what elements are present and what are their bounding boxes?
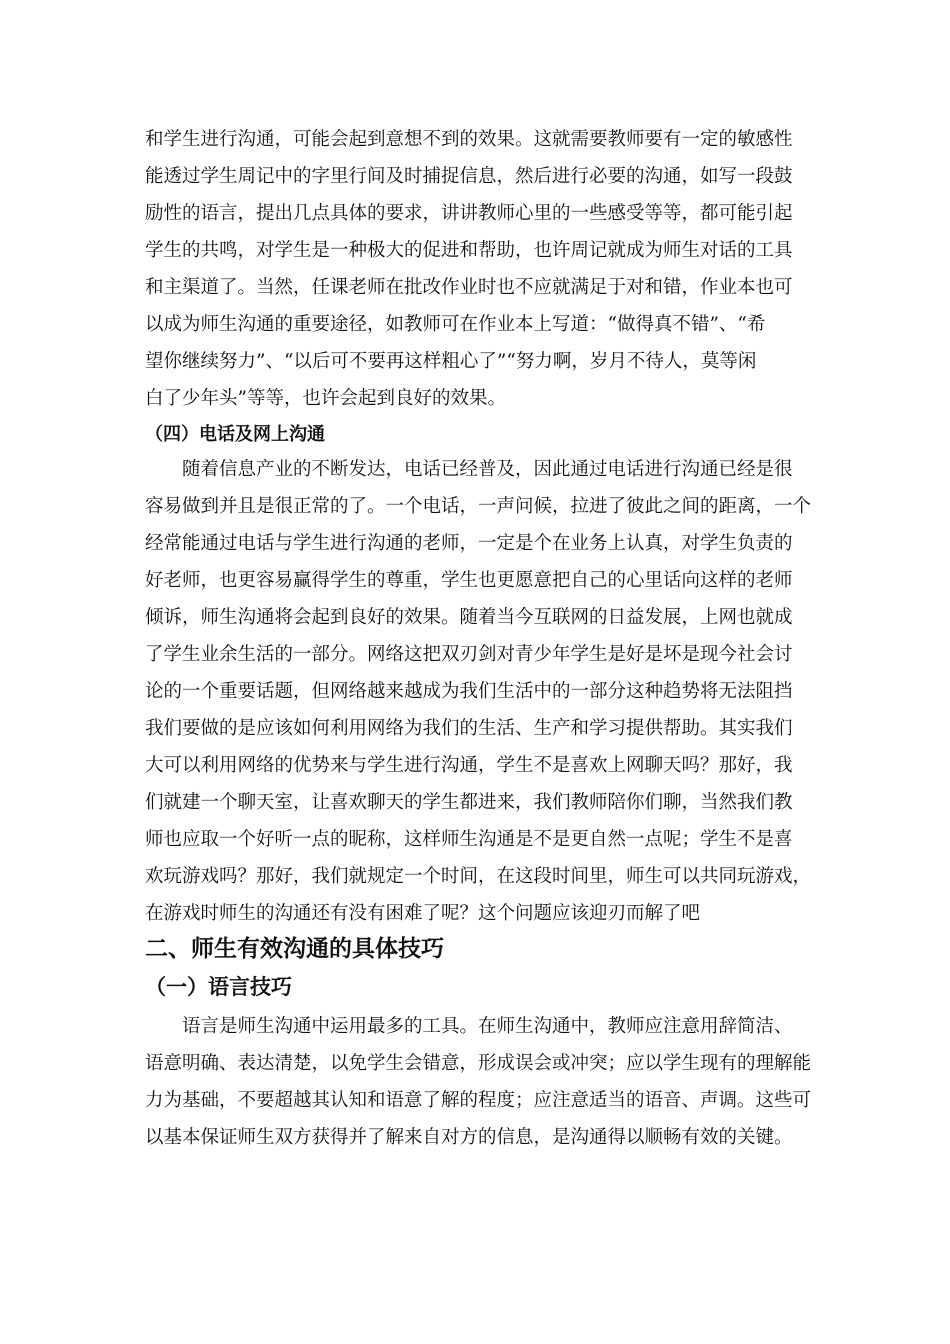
paragraph-line: 学生的共鸣，对学生是一种极大的促进和帮助，也许周记就成为师生对话的工具 xyxy=(145,240,793,261)
paragraph-line: 了学生业余生活的一部分。网络这把双刃剑对青少年学生是好是坏是现今社会讨 xyxy=(145,644,793,665)
paragraph-line: 能透过学生周记中的字里行间及时捕捉信息，然后进行必要的沟通，如写一段鼓 xyxy=(145,166,793,187)
paragraph-line: 力为基础，不要超越其认知和语意了解的程度；应注意适当的语音、声调。这些可 xyxy=(145,1090,812,1111)
paragraph-line: 大可以利用网络的优势来与学生进行沟通，学生不是喜欢上网聊天吗？那好，我 xyxy=(145,755,793,776)
paragraph-line: 以成为师生沟通的重要途径，如教师可在作业本上写道：“做得真不错”、“希 xyxy=(145,314,766,335)
paragraph-line: 我们要做的是应该如何利用网络为我们的生活、生产和学习提供帮助。其实我们 xyxy=(145,718,793,739)
paragraph-line: 好老师，也更容易赢得学生的尊重，学生也更愿意把自己的心里话向这样的老师 xyxy=(145,570,793,591)
paragraph-line: 以基本保证师生双方获得并了解来自对方的信息，是沟通得以顺畅有效的关键。 xyxy=(145,1127,793,1148)
paragraph-line: 论的一个重要话题，但网络越来越成为我们生活中的一部分这种趋势将无法阻挡 xyxy=(145,681,793,702)
chapter-heading-techniques: 二、师生有效沟通的具体技巧 xyxy=(145,936,444,962)
paragraph-line: 容易做到并且是很正常的了。一个电话，一声问候，拉进了彼此之间的距离，一个 xyxy=(145,496,812,517)
paragraph-line: 随着信息产业的不断发达，电话已经普及，因此通过电话进行沟通已经是很 xyxy=(182,459,793,480)
section-heading-language-skills: （一）语言技巧 xyxy=(145,975,292,999)
paragraph-line: 白了少年头”等等，也许会起到良好的效果。 xyxy=(145,388,506,409)
paragraph-line: 和主渠道了。当然，任课老师在批改作业时也不应就满足于对和错，作业本也可 xyxy=(145,277,793,298)
paragraph-line: 们就建一个聊天室，让喜欢聊天的学生都进来，我们教师陪你们聊，当然我们教 xyxy=(145,792,793,813)
paragraph-line: 欢玩游戏吗？那好，我们就规定一个时间，在这段时间里，师生可以共同玩游戏， xyxy=(145,866,812,887)
paragraph-line: 语言是师生沟通中运用最多的工具。在师生沟通中，教师应注意用辞简洁、 xyxy=(182,1016,793,1037)
paragraph-line: 师也应取一个好听一点的昵称，这样师生沟通是不是更自然一点呢；学生不是喜 xyxy=(145,829,793,850)
paragraph-line: 励性的语言，提出几点具体的要求，讲讲教师心里的一些感受等等，都可能引起 xyxy=(145,203,793,224)
paragraph-line: 和学生进行沟通，可能会起到意想不到的效果。这就需要教师要有一定的敏感性 xyxy=(145,129,793,150)
paragraph-line: 倾诉，师生沟通将会起到良好的效果。随着当今互联网的日益发展，上网也就成 xyxy=(145,607,793,628)
paragraph-line: 经常能通过电话与学生进行沟通的老师，一定是个在业务上认真，对学生负责的 xyxy=(145,533,793,554)
paragraph-line: 望你继续努力”、“以后可不要再这样粗心了”“努力啊，岁月不待人，莫等闲 xyxy=(145,351,757,372)
paragraph-line: 在游戏时师生的沟通还有没有困难了呢？这个问题应该迎刃而解了吧 xyxy=(145,903,701,924)
section-heading-phone-online: （四）电话及网上沟通 xyxy=(145,424,325,445)
paragraph-line: 语意明确、表达清楚，以免学生会错意，形成误会或冲突；应以学生现有的理解能 xyxy=(145,1053,812,1074)
